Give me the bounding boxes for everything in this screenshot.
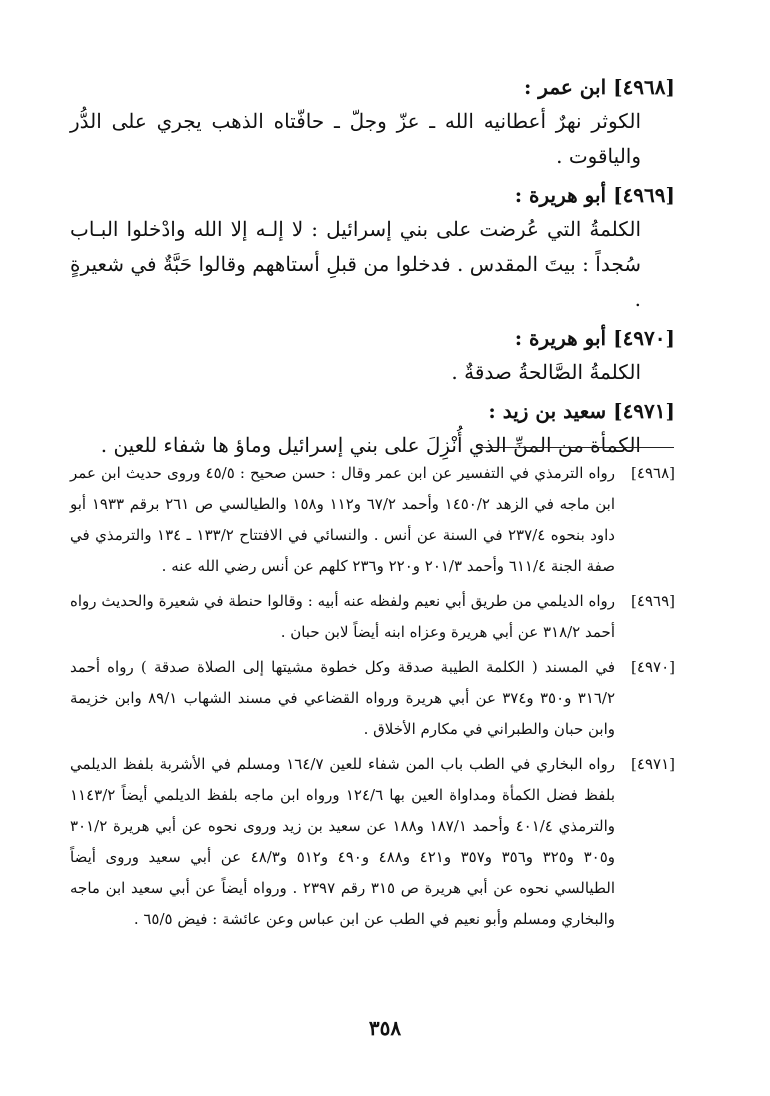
entry-heading: [70, 321, 675, 355]
entry-narrator: أبو هريرة :: [514, 183, 607, 207]
entry-number: [٤٩٦٨]: [613, 75, 675, 99]
entry-narrator: ابن عمر :: [523, 75, 607, 99]
entry-text: الكلمةُ التي عُرضت على بني إسرائيل : لا إلـه إلا الله وادْخلوا البـاب سُجداً : بيتَ المقدس . فدخلوا من قبلِ أستاههم وقالوا حَبَّةٌ في شعيرةٍ .: [70, 217, 641, 311]
entry-text: الكمأة من المنِّ الذي أُنْزِلَ على بني إسرائيل وماؤ ها شفاء للعين .: [100, 433, 641, 457]
footnote-divider: [478, 447, 674, 448]
entry-narrator: أبو هريرة :: [514, 326, 607, 350]
footnotes: [70, 458, 675, 939]
entry-heading: [70, 178, 675, 212]
footnote-number: [٤٩٦٨]: [631, 464, 675, 482]
hadith-list: [70, 70, 675, 467]
entry-number: [٤٩٧٠]: [613, 326, 675, 350]
entry-narrator: سعيد بن زيد :: [488, 399, 607, 423]
footnote: [70, 458, 675, 582]
page-number: ٣٥٨: [368, 1016, 402, 1040]
entry-number: [٤٩٦٩]: [613, 183, 675, 207]
hadith-entry: [70, 321, 675, 390]
footnote: [70, 586, 675, 648]
hadith-entry: [70, 178, 675, 317]
footnote-text: في المسند ( الكلمة الطيبة صدقة وكل خطوة مشيتها إلى الصلاة صدقة ) رواه أحمد ٣١٦/٢ و٣٥٠ و٣٧٤ عن أبي هريرة ورواه القضاعي في مسند الشهاب ٨٩/١ وابن خزيمة وابن حبان والطبراني في مكارم الأخلاق .: [70, 658, 616, 738]
entry-number: [٤٩٧١]: [613, 399, 675, 423]
footnote-number: [٤٩٦٩]: [631, 592, 675, 610]
entry-heading: [70, 70, 675, 104]
entry-text: الكوثر نهرٌ أعطانيه الله ـ عزّ وجلّ ـ حافّتاه الذهب يجري على الدُّر والياقوت .: [70, 109, 641, 168]
footnote-text: رواه الديلمي من طريق أبي نعيم ولفظه عنه أبيه : وقالوا حنطة في شعيرة والحديث رواه أحمد ٣١٨/٢ عن أبي هريرة وعزاه ابنه أيضاً لابن حبان .: [70, 592, 615, 641]
entry-heading: [70, 394, 675, 428]
footnote: [70, 652, 675, 745]
entry-text: الكلمةُ الصَّالحةُ صدقةٌ .: [451, 360, 641, 384]
footnote: [70, 749, 675, 935]
footnote-number: [٤٩٧١]: [631, 755, 675, 773]
footnote-text: رواه الترمذي في التفسير عن ابن عمر وقال : حسن صحيح : ٤٥/٥ وروى حديث ابن عمر ابن ماجه في الزهد ١٤٥٠/٢ وأحمد ٦٧/٢ و١١٢ و١٥٨ والطيالسي ص ٢٦١ برقم ١٩٣٣ أبو داود بنحوه ٢٣٧/٤ في السنة عن أنس . والنسائي في الافتتاح ١٣٣/٢ ـ ١٣٤ والترمذي في صفة الجنة ٦١١/٤ وأحمد ٢٠١/٣ و٢٢٠ و٢٣٦ كلهم عن أنس رضي الله عنه .: [70, 464, 616, 575]
footnote-number: [٤٩٧٠]: [631, 658, 675, 676]
hadith-entry: [70, 70, 675, 174]
hadith-entry: [70, 394, 675, 463]
footnote-text: رواه البخاري في الطب باب المن شفاء للعين ١٦٤/٧ ومسلم في الأشربة بلفظ الديلمي بلفظ فضل الكمأة ومداواة العين بها ١٢٤/٦ ورواه ابن ماجه بلفظ الديلمي أيضاً ١١٤٣/٢ والترمذي ٤٠١/٤ وأحمد ١٨٧/١ و١٨٨ عن سعيد بن زيد وروى نحوه عن أبي هريرة ٣٠١/٢ و٣٠٥ و٣٢٥ و٣٥٦ و٣٥٧ و٤٢١ و٤٨٨ و٤٩٠ و٥١٢ و٤٨/٣ عن أبي سعيد وروى أيضاً الطيالسي نحوه عن أبي هريرة ص ٣١٥ رقم ٢٣٩٧ . ورواه أيضاً عن أبي سعيد ابن ماجه والبخاري ومسلم وأبو نعيم في الطب عن ابن عباس وعن عائشة : فيض ٦٥/٥ .: [70, 755, 616, 928]
